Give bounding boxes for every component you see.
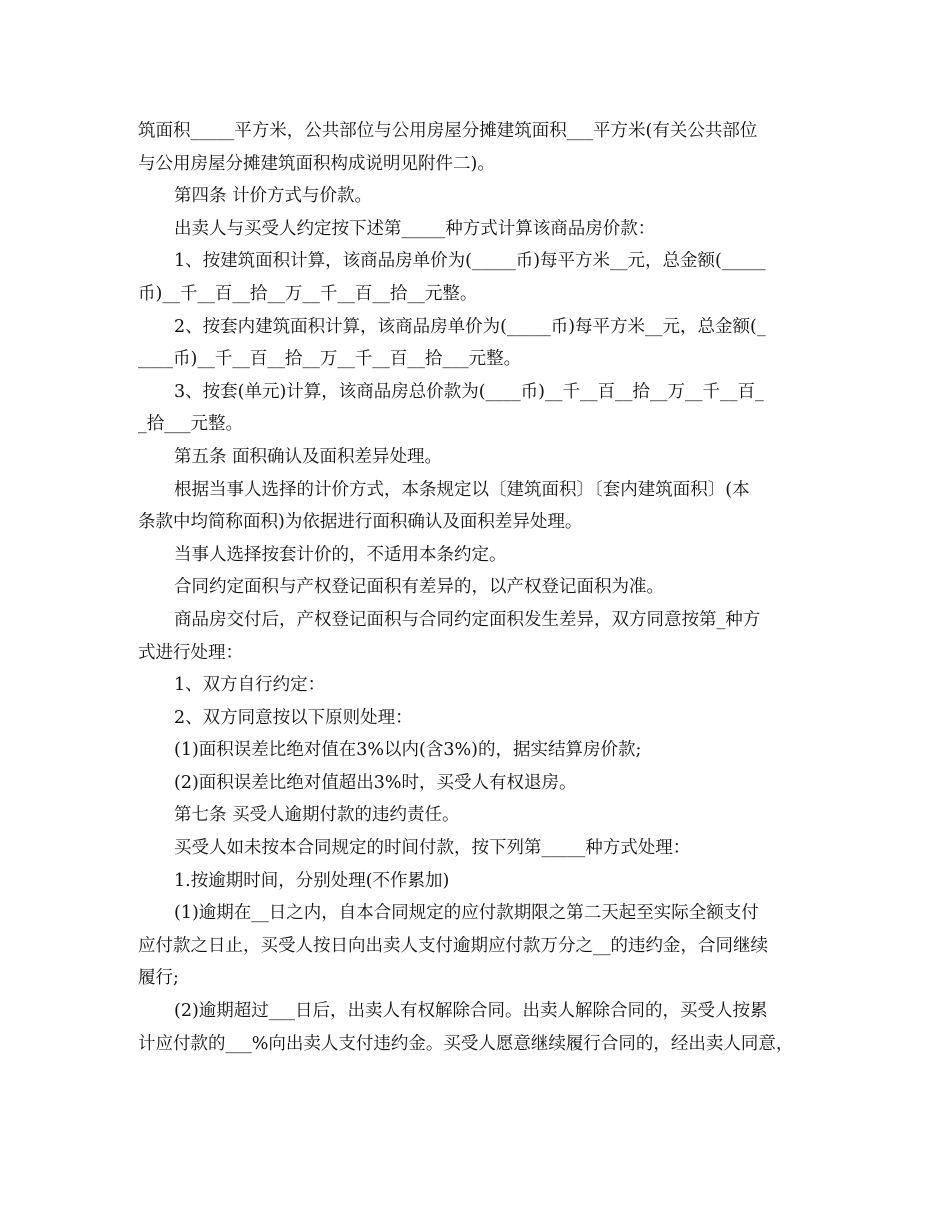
document-body [138, 115, 823, 1060]
paragraph [138, 832, 823, 865]
paragraph [138, 604, 823, 637]
paragraph-line: 1、双方自行约定： [174, 675, 326, 696]
paragraph-line: 第七条 买受人逾期付款的违约责任。 [174, 805, 460, 826]
paragraph-line: (1)面积误差比绝对值在3%以内(含3%)的，据实结算房价款; [174, 740, 642, 761]
paragraph-line: (2)面积误差比绝对值超出3%时，买受人有权退房。 [174, 772, 577, 793]
paragraph [138, 539, 823, 572]
paragraph [138, 571, 823, 604]
paragraph-line: 合同约定面积与产权登记面积有差异的，以产权登记面积为准。 [174, 577, 664, 598]
paragraph-line: 应付款之日止，买受人按日向出卖人支付逾期应付款万分之__的违约金，合同继续 [138, 935, 768, 956]
paragraph [138, 734, 823, 767]
paragraph [138, 1028, 823, 1061]
paragraph-line: 出卖人与买受人约定按下述第_____种方式计算该商品房价款： [174, 218, 656, 239]
paragraph-line: 2、按套内建筑面积计算，该商品房单价为(_____币)每平方米__元，总金额(_ [174, 316, 766, 337]
paragraph [138, 376, 823, 409]
paragraph-line: 根据当事人选择的计价方式，本条规定以〔建筑面积〕〔套内建筑面积〕(本 [174, 479, 750, 500]
paragraph-line: 第五条 面积确认及面积差异处理。 [174, 446, 443, 467]
paragraph [138, 506, 823, 539]
paragraph [138, 669, 823, 702]
paragraph-line: 2、双方同意按以下原则处理： [174, 707, 413, 728]
paragraph [138, 930, 823, 995]
paragraph [138, 702, 823, 735]
paragraph-line: 履行; [138, 968, 179, 989]
paragraph [138, 799, 823, 832]
paragraph [138, 278, 823, 311]
paragraph-line: (2)逾期超过___日后，出卖人有权解除合同。出卖人解除合同的，买受人按累 [174, 1001, 768, 1022]
paragraph [138, 343, 823, 376]
paragraph-line: ____币)__千__百__拾__万__千__百__拾___元整。 [138, 349, 522, 370]
paragraph-line: 买受人如未按本合同规定的时间付款，按下列第_____种方式处理： [174, 838, 691, 859]
paragraph [138, 637, 823, 670]
paragraph [138, 897, 823, 930]
paragraph-line: 计应付款的___%向出卖人支付违约金。买受人愿意继续履行合同的，经出卖人同意， [138, 1033, 794, 1054]
paragraph [138, 213, 823, 246]
paragraph-line: 第四条 计价方式与价款。 [174, 186, 373, 207]
paragraph [138, 441, 823, 474]
paragraph [138, 115, 823, 180]
paragraph [138, 311, 823, 344]
paragraph-line: 与公用房屋分摊建筑面积构成说明见附件二)。 [138, 153, 495, 174]
paragraph [138, 865, 823, 898]
paragraph-line: _拾___元整。 [138, 414, 243, 435]
paragraph [138, 180, 823, 213]
paragraph-line: 条款中均简称面积)为依据进行面积确认及面积差异处理。 [138, 512, 583, 533]
paragraph-line: 式进行处理： [138, 642, 243, 663]
paragraph-line: 3、按套(单元)计算，该商品房总价款为(____币)__千__百__拾__万__千__百_ [174, 381, 764, 402]
paragraph [138, 245, 823, 278]
paragraph-line: (1)逾期在__日之内，自本合同规定的应付款期限之第二天起至实际全额支付 [174, 903, 759, 924]
paragraph-line: 当事人选择按套计价的，不适用本条约定。 [174, 544, 507, 565]
paragraph [138, 474, 823, 507]
paragraph-line: 币)__千__百__拾__万__千__百__拾__元整。 [138, 283, 478, 304]
paragraph [138, 408, 823, 441]
paragraph [138, 995, 823, 1028]
paragraph [138, 767, 823, 800]
paragraph-line: 1、按建筑面积计算，该商品房单价为(_____币)每平方米__元，总金额(_____ [174, 251, 766, 272]
paragraph-line: 商品房交付后，产权登记面积与合同约定面积发生差异，双方同意按第_种方 [174, 609, 761, 630]
paragraph-line: 筑面积_____平方米，公共部位与公用房屋分摊建筑面积___平方米(有关公共部位 [138, 121, 758, 141]
paragraph-line: 1.按逾期时间，分别处理(不作累加) [174, 870, 450, 891]
